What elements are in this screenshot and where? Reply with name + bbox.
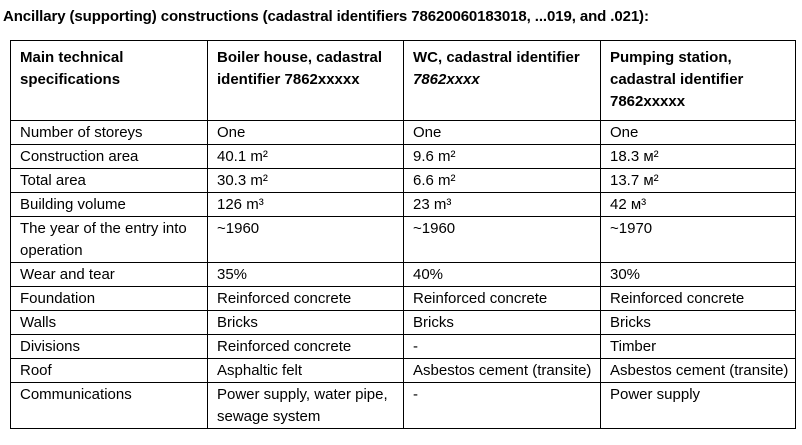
header-text: Boiler house, cadastral identifier 7862xxxxx [217,49,383,88]
cell-wc: Bricks [404,311,601,335]
cell-boiler-house: Asphaltic felt [208,359,404,383]
cell-pumping-station: Timber [601,335,796,359]
cell-boiler-house: 126 m³ [208,193,404,217]
cell-pumping-station: Reinforced concrete [601,287,796,311]
cell-wc: - [404,335,601,359]
header-text: WC, cadastral identifier [413,49,580,66]
table-row-total-area [11,169,796,193]
cell-wc: One [404,121,601,145]
cell-boiler-house: Power supply, water pipe, sewage system [208,383,404,429]
row-label: Total area [11,169,208,193]
cell-wc: Reinforced concrete [404,287,601,311]
cell-boiler-house: Reinforced concrete [208,287,404,311]
cell-pumping-station: ~1970 [601,217,796,263]
table-row-divisions [11,335,796,359]
cell-pumping-station: One [601,121,796,145]
table-row-wear-and-tear [11,263,796,287]
header-identifier-italic: 7862xxxx [413,71,480,88]
table-header-row [11,41,796,121]
cell-pumping-station: 13.7 м² [601,169,796,193]
table-row-year-of-entry [11,217,796,263]
cell-wc: 40% [404,263,601,287]
row-label: Construction area [11,145,208,169]
specifications-table [10,40,796,429]
cell-pumping-station: 30% [601,263,796,287]
row-label: The year of the entry into operation [11,217,208,263]
header-main-specifications [11,41,208,121]
row-label: Wear and tear [11,263,208,287]
header-pumping-station [601,41,796,121]
cell-wc: ~1960 [404,217,601,263]
header-boiler-house [208,41,404,121]
header-text: Pumping station, cadastral identifier 7862xxxxx [610,49,744,110]
row-label: Communications [11,383,208,429]
cell-boiler-house: 35% [208,263,404,287]
cell-boiler-house: Reinforced concrete [208,335,404,359]
cell-wc: - [404,383,601,429]
row-label: Building volume [11,193,208,217]
row-label: Walls [11,311,208,335]
row-label: Foundation [11,287,208,311]
cell-boiler-house: Bricks [208,311,404,335]
cell-pumping-station: Power supply [601,383,796,429]
cell-wc: 9.6 m² [404,145,601,169]
table-row-foundation [11,287,796,311]
row-label: Number of storeys [11,121,208,145]
table-row-construction-area [11,145,796,169]
table-row-building-volume [11,193,796,217]
row-label: Divisions [11,335,208,359]
table-row-communications [11,383,796,429]
cell-boiler-house: ~1960 [208,217,404,263]
document-heading: Ancillary (supporting) constructions (cadastral identifiers 78620060183018, ...019, and .021): [3,8,649,25]
cell-wc: 23 m³ [404,193,601,217]
cell-pumping-station: 42 м³ [601,193,796,217]
cell-pumping-station: Bricks [601,311,796,335]
cell-boiler-house: 40.1 m² [208,145,404,169]
cell-boiler-house: 30.3 m² [208,169,404,193]
cell-wc: Asbestos cement (transite) [404,359,601,383]
header-wc [404,41,601,121]
cell-pumping-station: 18.3 м² [601,145,796,169]
table-row-roof [11,359,796,383]
row-label: Roof [11,359,208,383]
table-row-number-of-storeys [11,121,796,145]
cell-wc: 6.6 m² [404,169,601,193]
cell-boiler-house: One [208,121,404,145]
header-text: Main technical specifications [20,49,124,88]
cell-pumping-station: Asbestos cement (transite) [601,359,796,383]
table-row-walls [11,311,796,335]
